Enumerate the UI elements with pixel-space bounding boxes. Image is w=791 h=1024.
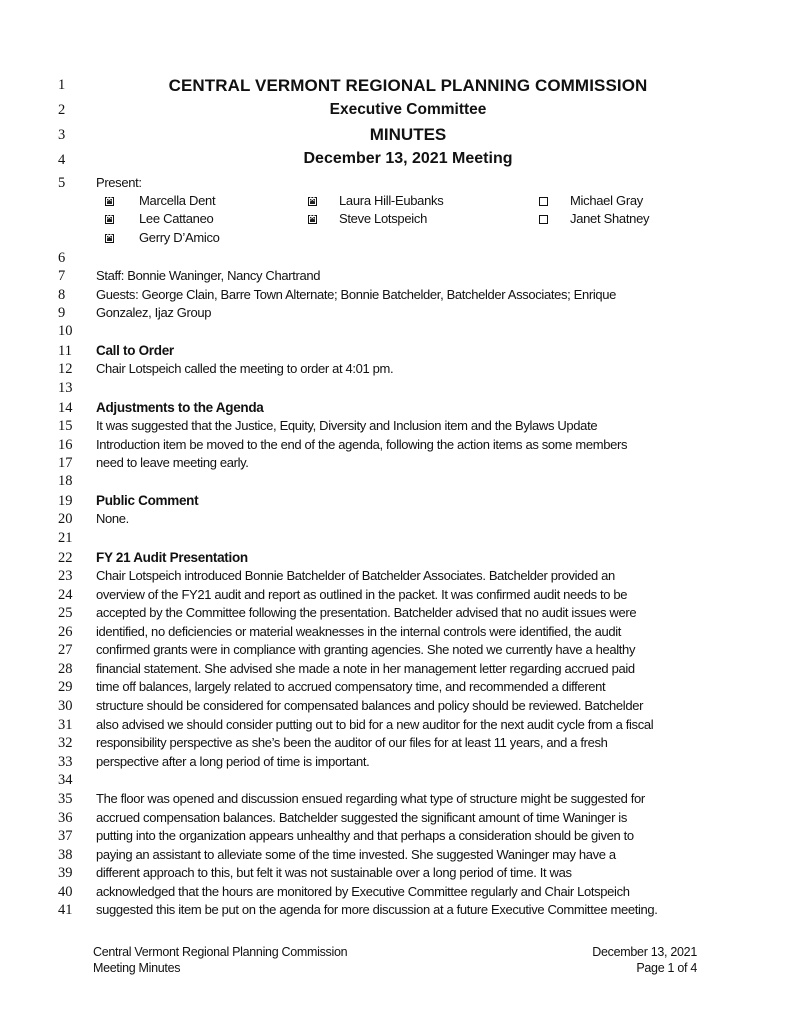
- line-number: 33: [58, 754, 73, 770]
- line-number: 15: [58, 418, 73, 434]
- line-number: 26: [58, 624, 73, 640]
- footer-document-name: Meeting Minutes: [93, 961, 181, 975]
- line-number: 6: [58, 250, 66, 266]
- paragraph-line: responsibility perspective as she’s been the auditor of our files for at least 11 years, and a fresh: [96, 735, 608, 750]
- unchecked-box-icon: [539, 215, 548, 224]
- line-number: 38: [58, 847, 73, 863]
- line-number: 39: [58, 865, 73, 881]
- staff-line: Staff: Bonnie Waninger, Nancy Chartrand: [96, 268, 321, 283]
- paragraph-line: acknowledged that the hours are monitored by Executive Committee regularly and Chair Lotspeich: [96, 884, 630, 899]
- line-number: 32: [58, 735, 73, 751]
- paragraph-line: overview of the FY21 audit and report as outlined in the packet. It was confirmed audit needs to be: [96, 587, 628, 602]
- footer-date: December 13, 2021: [592, 945, 697, 959]
- paragraph-line: None.: [96, 511, 129, 526]
- checked-box-icon: [308, 197, 317, 206]
- paragraph-line: time off balances, largely related to accrued compensatory time, and recommended a different: [96, 679, 606, 694]
- line-number: 16: [58, 437, 73, 453]
- line-number: 13: [58, 380, 73, 396]
- line-number: 22: [58, 550, 73, 566]
- attendee-name: Steve Lotspeich: [339, 211, 428, 226]
- line-number: 12: [58, 361, 73, 377]
- checked-box-icon: [308, 215, 317, 224]
- attendee-name: Marcella Dent: [139, 193, 216, 208]
- paragraph-line: need to leave meeting early.: [96, 455, 249, 470]
- line-number: 17: [58, 455, 73, 471]
- checked-box-icon: [105, 215, 114, 224]
- line-number: 35: [58, 791, 73, 807]
- present-label: Present:: [96, 175, 142, 190]
- unchecked-box-icon: [539, 197, 548, 206]
- paragraph-line: Chair Lotspeich introduced Bonnie Batchelder of Batchelder Associates. Batchelder provided an: [96, 568, 615, 583]
- line-number: 2: [58, 102, 66, 118]
- line-number: 4: [58, 152, 66, 168]
- line-number: 14: [58, 400, 73, 416]
- attendee-name: Lee Cattaneo: [139, 211, 214, 226]
- line-number: 11: [58, 343, 72, 359]
- line-number: 29: [58, 679, 73, 695]
- guests-line: Gonzalez, Ijaz Group: [96, 305, 212, 320]
- attendee-name: Gerry D’Amico: [139, 230, 220, 245]
- line-number: 24: [58, 587, 73, 603]
- paragraph-line: accrued compensation balances. Batchelder suggested the significant amount of time Waninger is: [96, 810, 627, 825]
- line-number: 9: [58, 305, 66, 321]
- line-number: 37: [58, 828, 73, 844]
- line-number: 40: [58, 884, 73, 900]
- paragraph-line: paying an assistant to alleviate some of the time invested. She suggested Waninger may have a: [96, 847, 616, 862]
- line-number: 19: [58, 493, 73, 509]
- attendee-name: Laura Hill-Eubanks: [339, 193, 444, 208]
- meeting-date-heading: December 13, 2021 Meeting: [303, 150, 513, 167]
- organization-title: CENTRAL VERMONT REGIONAL PLANNING COMMISSION: [168, 76, 648, 95]
- paragraph-line: different approach to this, but felt it was not sustainable over a long period of time. It was: [96, 865, 572, 880]
- line-number: 23: [58, 568, 73, 584]
- line-number: 27: [58, 642, 73, 658]
- checked-box-icon: [105, 197, 114, 206]
- line-number: 31: [58, 717, 73, 733]
- document-type: MINUTES: [369, 125, 447, 144]
- paragraph-line: suggested this item be put on the agenda for more discussion at a future Executive Committee meeting.: [96, 902, 658, 917]
- section-heading-public-comment: Public Comment: [96, 493, 199, 508]
- line-number: 3: [58, 127, 66, 143]
- line-number: 1: [58, 77, 66, 93]
- paragraph-line: The floor was opened and discussion ensued regarding what type of structure might be suggested for: [96, 791, 645, 806]
- paragraph-line: identified, no deficiencies or material weaknesses in the internal controls were identified, the audit: [96, 624, 622, 639]
- line-number: 20: [58, 511, 73, 527]
- paragraph-line: confirmed grants were in compliance with granting agencies. She noted we currently have a healthy: [96, 642, 636, 657]
- paragraph-line: Chair Lotspeich called the meeting to order at 4:01 pm.: [96, 361, 394, 376]
- committee-name: Executive Committee: [329, 101, 487, 118]
- line-number: 41: [58, 902, 73, 918]
- section-heading-call-to-order: Call to Order: [96, 343, 174, 358]
- paragraph-line: financial statement. She advised she made a note in her management letter regarding accrued paid: [96, 661, 635, 676]
- line-number: 8: [58, 287, 66, 303]
- guests-line: Guests: George Clain, Barre Town Alternate; Bonnie Batchelder, Batchelder Associates; Enrique: [96, 287, 617, 302]
- line-number: 7: [58, 268, 66, 284]
- paragraph-line: accepted by the Committee following the presentation. Batchelder advised that no audit issues were: [96, 605, 637, 620]
- line-number: 10: [58, 323, 73, 339]
- paragraph-line: also advised we should consider putting out to bid for a new auditor for the next audit cycle from a fiscal: [96, 717, 654, 732]
- line-number: 5: [58, 175, 66, 191]
- section-heading-adjustments: Adjustments to the Agenda: [96, 400, 264, 415]
- attendee-name: Janet Shatney: [570, 211, 650, 226]
- paragraph-line: structure should be considered for compensated balances and policy should be reviewed. Batchelder: [96, 698, 644, 713]
- section-heading-audit: FY 21 Audit Presentation: [96, 550, 248, 565]
- line-number: 30: [58, 698, 73, 714]
- paragraph-line: putting into the organization appears unhealthy and that perhaps a consideration should be given to: [96, 828, 634, 843]
- line-number: 36: [58, 810, 73, 826]
- checked-box-icon: [105, 234, 114, 243]
- footer-page-number: Page 1 of 4: [636, 961, 697, 975]
- line-number: 25: [58, 605, 73, 621]
- paragraph-line: Introduction item be moved to the end of the agenda, following the action items as some members: [96, 437, 628, 452]
- line-number: 21: [58, 530, 73, 546]
- line-number: 28: [58, 661, 73, 677]
- paragraph-line: perspective after a long period of time is important.: [96, 754, 370, 769]
- attendee-name: Michael Gray: [570, 193, 643, 208]
- line-number: 34: [58, 772, 73, 788]
- paragraph-line: It was suggested that the Justice, Equity, Diversity and Inclusion item and the Bylaws Update: [96, 418, 598, 433]
- line-number: 18: [58, 473, 73, 489]
- footer-organization: Central Vermont Regional Planning Commission: [93, 945, 348, 959]
